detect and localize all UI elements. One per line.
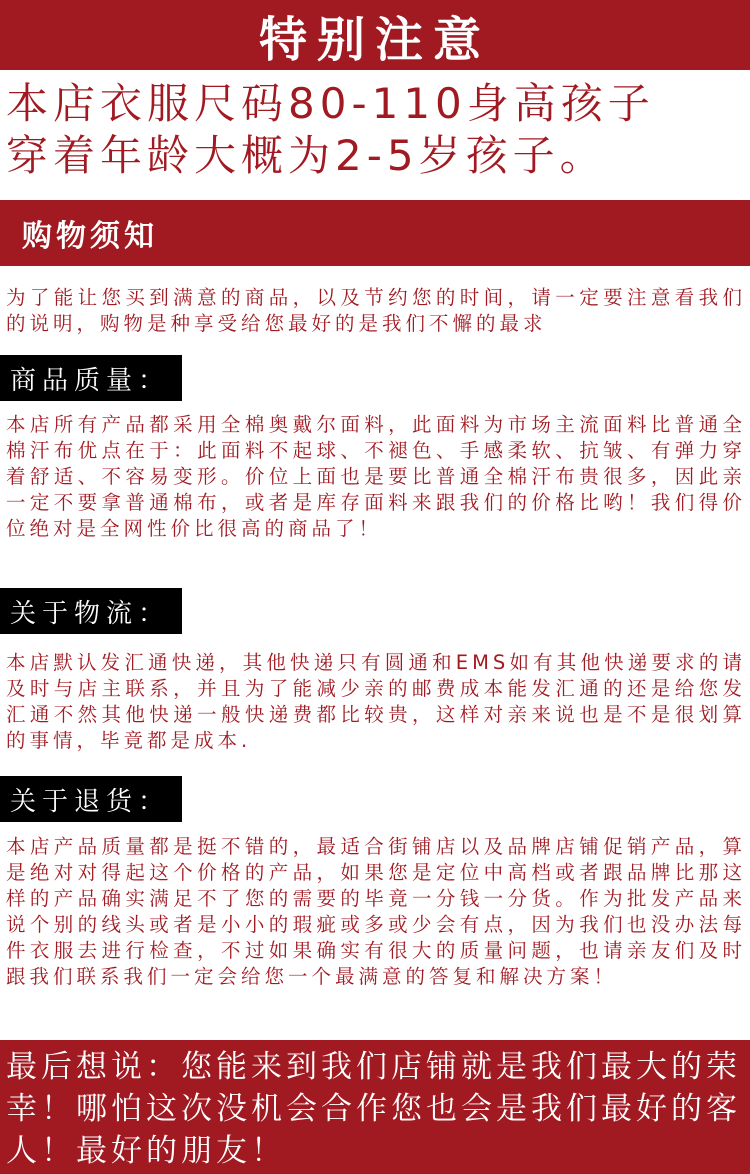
shopping-notice-banner [0, 200, 750, 266]
quality-text: 本店所有产品都采用全棉奥戴尔面料，此面料为市场主流面料比普通全棉汗布优点在于：此面料不起球、不褪色、手感柔软、抗皱、有弹力穿着舒适、不容易变形。价位上面也是要比普通全棉汗布贵很多，因此亲一定不要拿普通棉布，或者是库存面料来跟我们的价格比哟！我们得价位绝对是全网性价比很高的商品了！ [6, 413, 746, 540]
logistics-label [0, 588, 182, 634]
closing-message: 最后想说：您能来到我们店铺就是我们最大的荣幸！哪怕这次没机会合作您也会是我们最好的客人！最好的朋友！ [6, 1049, 741, 1169]
returns-text: 本店产品质量都是挺不错的，最适合街铺店以及品牌店铺促销产品，算是绝对对得起这个价格的产品，如果您是定位中高档或者跟品牌比那这样的产品确实满足不了您的需要的毕竟一分钱一分货。作为批发产品来说个别的线头或者是小小的瑕疵或多或少会有点，因为我们也没办法每件衣服去进行检查，不过如果确实有很大的质量问题，也请亲友们及时跟我们联系我们一定会给您一个最满意的答复和解决方案！ [6, 835, 746, 988]
quality-label [0, 355, 182, 401]
shopping-notice-intro: 为了能让您买到满意的商品，以及节约您的时间，请一定要注意看我们的说明，购物是种享受给您最好的是我们不懈的最求 [6, 286, 746, 335]
size-notice [0, 78, 750, 182]
returns-label [0, 776, 182, 822]
quality-label-text: 商品质量： [10, 365, 171, 396]
size-notice-line-1: 本店衣服尺码80-110身高孩子 [6, 79, 655, 128]
page-title: 特别注意 [258, 11, 491, 68]
closing-message-banner [0, 1040, 750, 1174]
size-notice-line-2: 穿着年龄大概为2-5岁孩子。 [6, 131, 607, 180]
top-banner [0, 0, 750, 70]
logistics-text: 本店默认发汇通快递，其他快递只有圆通和EMS如有其他快递要求的请及时与店主联系，并且为了能减少亲的邮费成本能发汇通的还是给您发汇通不然其他快递一般快递费都比较贵，这样对亲来说也是不是很划算的事情，毕竟都是成本. [6, 651, 746, 752]
shopping-notice-title: 购物须知 [22, 219, 158, 254]
logistics-label-text: 关于物流： [10, 598, 171, 629]
returns-label-text: 关于退货： [10, 786, 171, 817]
